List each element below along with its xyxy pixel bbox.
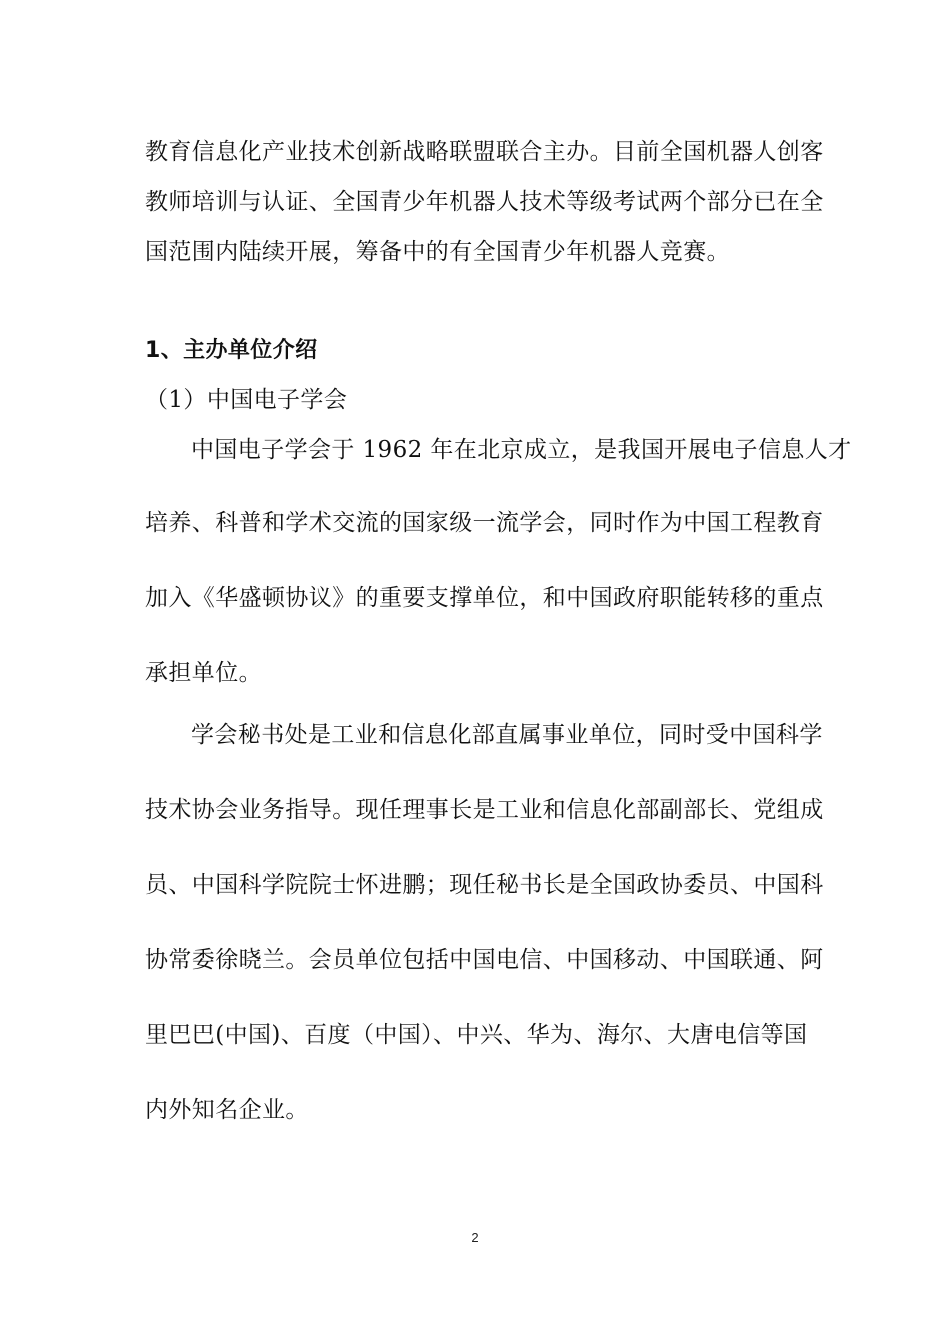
- text-line: 加入《华盛顿协议》的重要支撑单位，和中国政府职能转移的重点: [145, 585, 824, 611]
- text-line: 员、中国科学院院士怀进鹏；现任秘书长是全国政协委员、中国科: [145, 872, 824, 898]
- text-line: 学会秘书处是工业和信息化部直属事业单位，同时受中国科学: [191, 722, 823, 748]
- text-line: 教育信息化产业技术创新战略联盟联合主办。目前全国机器人创客: [145, 139, 824, 165]
- text-line: 中国电子学会于 1962 年在北京成立，是我国开展电子信息人才: [191, 437, 852, 463]
- subsection-heading: （1）中国电子学会: [145, 387, 348, 413]
- text-line: 教师培训与认证、全国青少年机器人技术等级考试两个部分已在全: [145, 189, 824, 215]
- text-line: 承担单位。: [145, 660, 262, 686]
- text-line: 培养、科普和学术交流的国家级一流学会，同时作为中国工程教育: [145, 510, 824, 536]
- section-heading: 1、主办单位介绍: [145, 338, 318, 363]
- page-number: 2: [471, 1230, 479, 1245]
- text-line: 内外知名企业。: [145, 1097, 309, 1123]
- text-line: 技术协会业务指导。现任理事长是工业和信息化部副部长、党组成: [145, 797, 824, 823]
- text-line: 协常委徐晓兰。会员单位包括中国电信、中国移动、中国联通、阿: [145, 947, 824, 973]
- text-line: 国范围内陆续开展，筹备中的有全国青少年机器人竞赛。: [145, 239, 730, 265]
- text-line: 里巴巴(中国)、百度（中国）、中兴、华为、海尔、大唐电信等国: [145, 1022, 808, 1048]
